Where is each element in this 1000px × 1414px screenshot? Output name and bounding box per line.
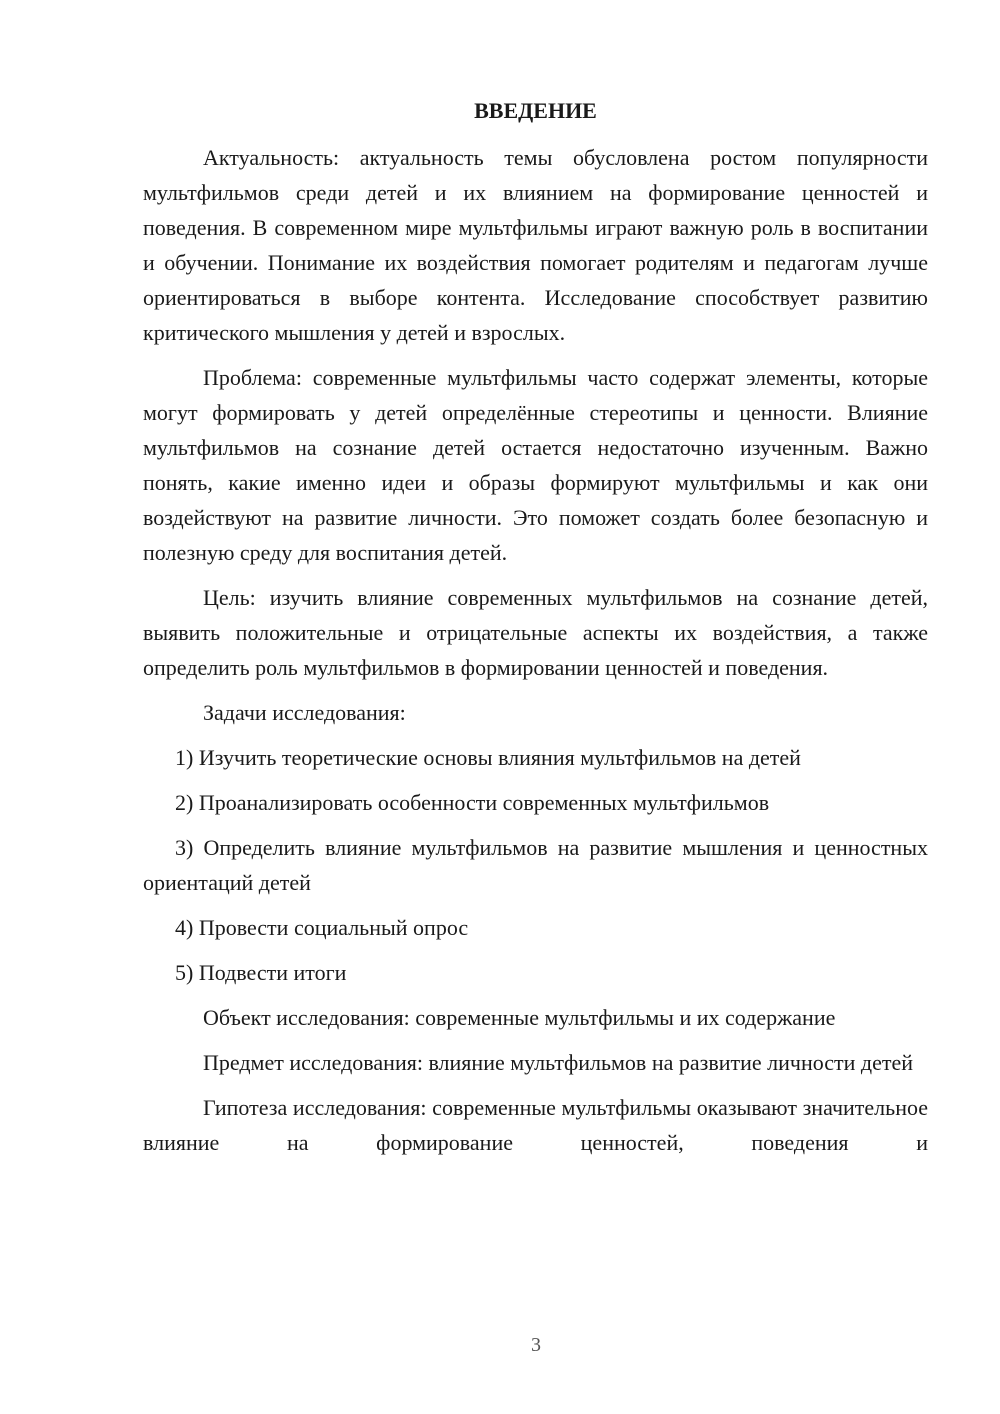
task-item-2: 2) Проанализировать особенности современных мультфильмов — [175, 790, 770, 815]
document-page — [143, 96, 928, 1160]
problem-paragraph: Проблема: современные мультфильмы часто содержат элементы, которые могут формировать у детей определённые стереотипы и ценности. Влияние мультфильмов на сознание детей остается недостаточно изученным. Важно понять, какие именно идеи и образы формируют мультфильмы и как они воздействуют на развитие личности. Это поможет создать более безопасную и полезную среду для воспитания детей. — [143, 365, 928, 565]
task-item-5: 5) Подвести итоги — [175, 960, 347, 985]
hypothesis-paragraph: Гипотеза исследования: современные мультфильмы оказывают значительное влияние на формирование ценностей, поведения и — [143, 1095, 928, 1155]
object-paragraph: Объект исследования: современные мультфильмы и их содержание — [203, 1005, 836, 1030]
subject-paragraph: Предмет исследования: влияние мультфильмов на развитие личности детей — [203, 1050, 914, 1075]
task-item-3: 3) Определить влияние мультфильмов на развитие мышления и ценностных ориентаций детей — [143, 835, 928, 895]
page-number: 3 — [531, 1334, 541, 1356]
tasks-heading: Задачи исследования: — [203, 700, 406, 725]
task-item-4: 4) Провести социальный опрос — [175, 915, 469, 940]
goal-paragraph: Цель: изучить влияние современных мультфильмов на сознание детей, выявить положительные и отрицательные аспекты их воздействия, а также определить роль мультфильмов в формировании ценностей и поведения. — [143, 585, 928, 680]
section-title: ВВЕДЕНИЕ — [474, 98, 597, 123]
relevance-paragraph: Актуальность: актуальность темы обусловлена ростом популярности мультфильмов среди детей и их влиянием на формирование ценностей и поведения. В современном мире мультфильмы играют важную роль в воспитании и обучении. Понимание их воздействия помогает родителям и педагогам лучше ориентироваться в выборе контента. Исследование способствует развитию критического мышления у детей и взрослых. — [143, 145, 928, 345]
task-item-1: 1) Изучить теоретические основы влияния мультфильмов на детей — [175, 745, 801, 770]
